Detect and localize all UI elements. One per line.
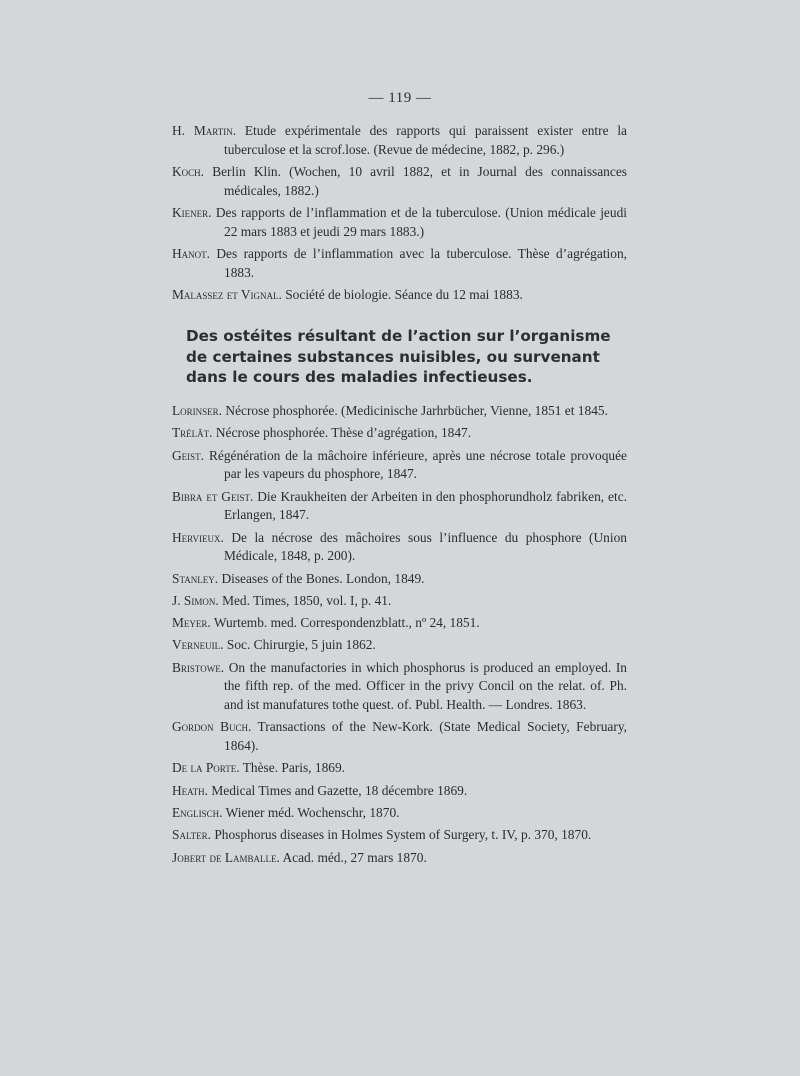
reference-author: Stanley. [172, 570, 219, 586]
reference-entry [172, 759, 627, 778]
reference-list-bottom [172, 402, 627, 871]
reference-text: Soc. Chirurgie, 5 juin 1862. [226, 637, 376, 653]
reference-author: J. Simon. [172, 592, 219, 608]
reference-author: De la Porte. [172, 760, 240, 776]
reference-text: Med. Times, 1850, vol. I, p. 41. [222, 592, 392, 608]
reference-entry [172, 614, 627, 633]
reference-author: Kiener. [172, 205, 212, 220]
reference-text: Régénération de la mâchoire inférieure, après une nécrose totale provoquée par les vapeurs du phosphore, 1847. [208, 447, 627, 482]
reference-text: Des rapports de l’inflammation et de la tuberculose. (Union médicale jeudi 22 mars 1883 et jeudi 29 mars 1883.) [215, 205, 627, 239]
reference-entry [172, 286, 627, 305]
reference-author: Gordon Buch. [172, 719, 252, 735]
reference-entry [172, 488, 627, 525]
reference-entry [172, 636, 627, 655]
reference-text: Die Kraukheiten der Arbeiten in den phosphorundholz fabriken, etc. Erlangen, 1847. [224, 488, 627, 523]
reference-author: Salter. [172, 827, 211, 843]
reference-author: Geist. [172, 447, 205, 463]
reference-author: Jobert de Lamballe. [172, 849, 280, 865]
reference-list-top [172, 122, 627, 308]
reference-text: Société de biologie. Séance du 12 mai 1883. [285, 287, 523, 302]
reference-author: Hanot. [172, 246, 211, 261]
reference-text: Diseases of the Bones. London, 1849. [221, 570, 425, 586]
reference-author: Heath. [172, 782, 209, 798]
section-title: Des ostéites résultant de l’action sur l’organisme de certaines substances nuisibles, ou survenant dans le cours des maladies infectieuses. [186, 327, 611, 386]
reference-text: Nécrose phosphorée. (Medicinische Jarhrbücher, Vienne, 1851 et 1845. [225, 403, 608, 418]
reference-author: Englisch. [172, 805, 223, 821]
reference-text: Acad. méd., 27 mars 1870. [282, 849, 427, 865]
reference-entry [172, 826, 627, 845]
reference-entry [172, 529, 627, 566]
reference-text: Transactions of the New-Kork. (State Medical Society, February, 1864). [224, 719, 627, 754]
reference-entry [172, 659, 627, 715]
reference-author: Bibra et Geist. [172, 488, 254, 504]
reference-text: Nécrose phosphorée. Thèse d’agrégation, 1847. [215, 425, 472, 441]
reference-text: Etude expérimentale des rapports qui paraissent exister entre la tuberculose et la scrof.lose. (Revue de médecine, 1882, p. 296.) [224, 123, 627, 157]
reference-author: H. Martin. [172, 123, 237, 138]
reference-entry [172, 245, 627, 282]
reference-text: Medical Times and Gazette, 18 décembre 1869. [211, 782, 468, 798]
reference-entry [172, 782, 627, 801]
reference-entry [172, 804, 627, 823]
reference-entry [172, 849, 627, 868]
reference-text: Des rapports de l’inflammation avec la tuberculose. Thèse d’agrégation, 1883. [216, 246, 627, 280]
reference-author: Malassez et Vignal. [172, 287, 282, 302]
reference-author: Bristowe. [172, 659, 225, 675]
reference-author: Koch. [172, 164, 205, 179]
reference-entry [172, 122, 627, 159]
reference-text: Thèse. Paris, 1869. [242, 760, 346, 776]
reference-entry [172, 163, 627, 200]
reference-entry [172, 447, 627, 484]
reference-author: Verneuil. [172, 637, 224, 653]
reference-text: Wurtemb. med. Correspondenzblatt., nº 24, 1851. [213, 615, 480, 631]
reference-entry [172, 718, 627, 755]
reference-text: Phosphorus diseases in Holmes System of Surgery, t. IV, p. 370, 1870. [214, 827, 592, 843]
reference-author: Meyer. [172, 615, 211, 631]
reference-author: Trélât. [172, 425, 213, 441]
reference-text: De la nécrose des mâchoires sous l’influence du phosphore (Union Médicale, 1848, p. 200). [224, 529, 627, 564]
reference-entry [172, 570, 627, 589]
reference-entry [172, 402, 627, 421]
reference-author: Lorinser. [172, 403, 223, 418]
reference-entry [172, 592, 627, 611]
reference-author: Hervieux. [172, 529, 224, 545]
page-number: — 119 — [368, 90, 432, 106]
reference-entry [172, 424, 627, 443]
reference-text: On the manufactories in which phosphorus is produced an employed. In the fifth rep. of the med. Officer in the privy Concil on the relat. of. Ph. and ist manufatures tothe quest. of. Publ. Health. — Londres. 1863. [224, 659, 627, 713]
reference-entry [172, 204, 627, 241]
reference-text: Berlin Klin. (Wochen, 10 avril 1882, et in Journal des connaissances médicales, 1882.) [212, 164, 627, 198]
reference-text: Wiener méd. Wochenschr, 1870. [225, 805, 400, 821]
